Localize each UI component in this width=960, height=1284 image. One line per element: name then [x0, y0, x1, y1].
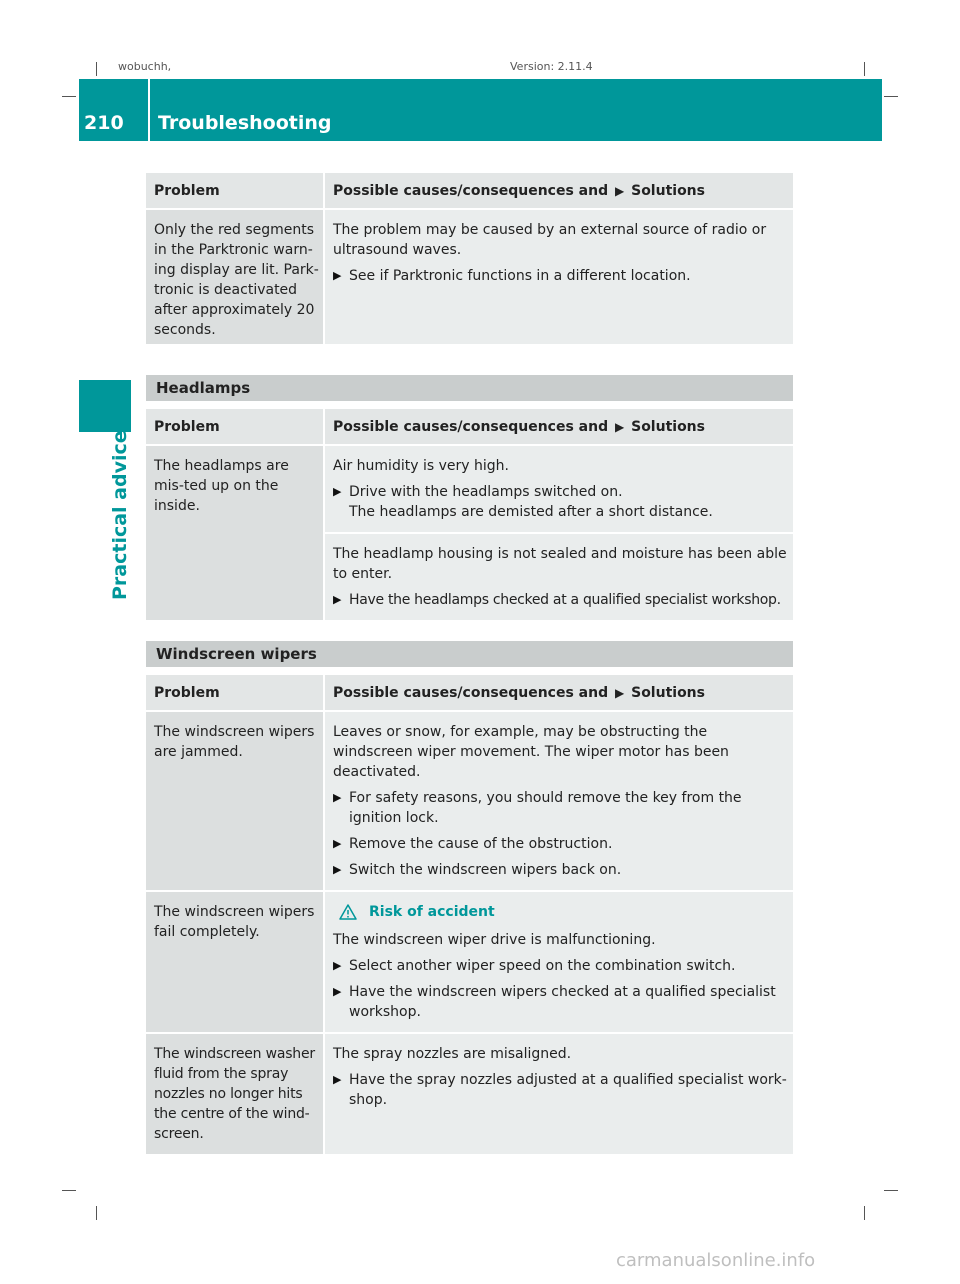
header-problem: Problem — [146, 173, 323, 208]
header-solutions-label: Solutions — [631, 419, 705, 435]
table-row — [146, 1034, 793, 1154]
crop-mark — [864, 62, 865, 76]
arrow-right-icon: ▶ — [333, 959, 342, 972]
crop-mark — [62, 96, 76, 97]
warning-triangle-icon — [339, 904, 357, 920]
cause-text: Air humidity is very high. — [333, 458, 509, 474]
arrow-right-icon: ▶ — [615, 686, 625, 700]
solution-cell — [325, 1034, 793, 1154]
arrow-right-icon: ▶ — [333, 485, 342, 498]
cause-text: The headlamp housing is not sealed and moisture has been able to enter. — [333, 546, 787, 582]
problem-cell: Only the red segments in the Parktronic warn-ing display are lit. Park-tronic is deactivated after approximately 20 seconds. — [146, 210, 323, 344]
arrow-right-icon: ▶ — [333, 791, 342, 804]
print-meta-left: wobuchh, — [118, 60, 172, 73]
step — [333, 956, 787, 976]
crop-mark — [864, 1206, 865, 1220]
header-causes-label: Possible causes/consequences and — [333, 183, 609, 199]
step-text: For safety reasons, you should remove the key from the ignition lock. — [349, 790, 742, 826]
table-header-row — [146, 409, 793, 446]
crop-mark — [62, 1190, 76, 1191]
cause-text: Leaves or snow, for example, may be obstructing the windscreen wiper movement. The wiper motor has been deactivated. — [333, 724, 729, 780]
arrow-right-icon: ▶ — [333, 863, 342, 876]
table-header-row — [146, 675, 793, 712]
step-text: Switch the windscreen wipers back on. — [349, 862, 622, 878]
header-causes-label: Possible causes/consequences and — [333, 419, 609, 435]
header-solutions-label: Solutions — [631, 685, 705, 701]
warning-heading — [339, 902, 787, 922]
step — [333, 982, 787, 1022]
problem-cell: The windscreen wipers fail completely. — [146, 892, 323, 1032]
step — [333, 590, 787, 610]
arrow-right-icon: ▶ — [333, 1073, 342, 1086]
cause-text: The spray nozzles are misaligned. — [333, 1046, 572, 1062]
section-title-headlamps: Headlamps — [146, 375, 793, 401]
arrow-right-icon: ▶ — [333, 837, 342, 850]
arrow-right-icon: ▶ — [615, 184, 625, 198]
solution-cell — [325, 446, 793, 620]
step-note: The headlamps are demisted after a short distance. — [349, 504, 713, 520]
step — [333, 788, 787, 828]
step-text: See if Parktronic functions in a different location. — [349, 268, 691, 284]
page-title: Troubleshooting — [158, 112, 332, 134]
header-divider — [148, 79, 150, 141]
side-chapter-label: Practical advice — [109, 430, 131, 600]
header-problem: Problem — [146, 409, 323, 444]
step — [333, 482, 787, 502]
step-text: Remove the cause of the obstruction. — [349, 836, 613, 852]
step-text: Select another wiper speed on the combination switch. — [349, 958, 736, 974]
problem-cell: The headlamps are mis-ted up on the inside. — [146, 446, 323, 620]
table-header-row — [146, 173, 793, 210]
table-row — [146, 712, 793, 892]
header-problem: Problem — [146, 675, 323, 710]
arrow-right-icon: ▶ — [615, 420, 625, 434]
solution-block — [325, 456, 793, 532]
step-text: Have the windscreen wipers checked at a qualified specialist workshop. — [349, 984, 776, 1020]
warning-text: Risk of accident — [369, 904, 495, 920]
step — [333, 834, 787, 854]
footer-watermark: carmanualsonline.info — [616, 1250, 816, 1271]
page-number: 210 — [84, 112, 124, 134]
arrow-right-icon: ▶ — [333, 593, 342, 606]
step-text: Have the headlamps checked at a qualified specialist workshop. — [349, 592, 781, 608]
crop-mark — [96, 1206, 97, 1220]
crop-mark — [96, 62, 97, 76]
step — [333, 1070, 787, 1110]
parktronic-table — [146, 173, 793, 344]
problem-cell: The windscreen washer fluid from the spray nozzles no longer hits the centre of the wind-screen. — [146, 1034, 323, 1154]
print-meta-right: Version: 2.11.4 — [510, 60, 593, 73]
side-tab-marker — [79, 380, 131, 432]
solution-block — [325, 532, 793, 620]
cause-text: The windscreen wiper drive is malfunctioning. — [333, 932, 656, 948]
header-solutions-label: Solutions — [631, 183, 705, 199]
crop-mark — [884, 1190, 898, 1191]
solution-cell — [325, 210, 793, 344]
section-title-wipers: Windscreen wipers — [146, 641, 793, 667]
arrow-right-icon: ▶ — [333, 985, 342, 998]
table-row — [146, 892, 793, 1034]
step-text: Have the spray nozzles adjusted at a qualified specialist work-shop. — [349, 1072, 787, 1108]
header-causes — [325, 409, 793, 444]
wipers-table — [146, 675, 793, 1154]
header-causes — [325, 675, 793, 710]
table-row — [146, 446, 793, 620]
header-causes — [325, 173, 793, 208]
problem-cell: The windscreen wipers are jammed. — [146, 712, 323, 890]
header-causes-label: Possible causes/consequences and — [333, 685, 609, 701]
step — [333, 266, 787, 286]
arrow-right-icon: ▶ — [333, 269, 342, 282]
cause-text: The problem may be caused by an external source of radio or ultrasound waves. — [333, 222, 767, 258]
step — [333, 860, 787, 880]
crop-mark — [884, 96, 898, 97]
solution-cell — [325, 892, 793, 1032]
solution-cell — [325, 712, 793, 890]
step-text: Drive with the headlamps switched on. — [349, 484, 623, 500]
headlamps-table — [146, 409, 793, 620]
table-row — [146, 210, 793, 344]
